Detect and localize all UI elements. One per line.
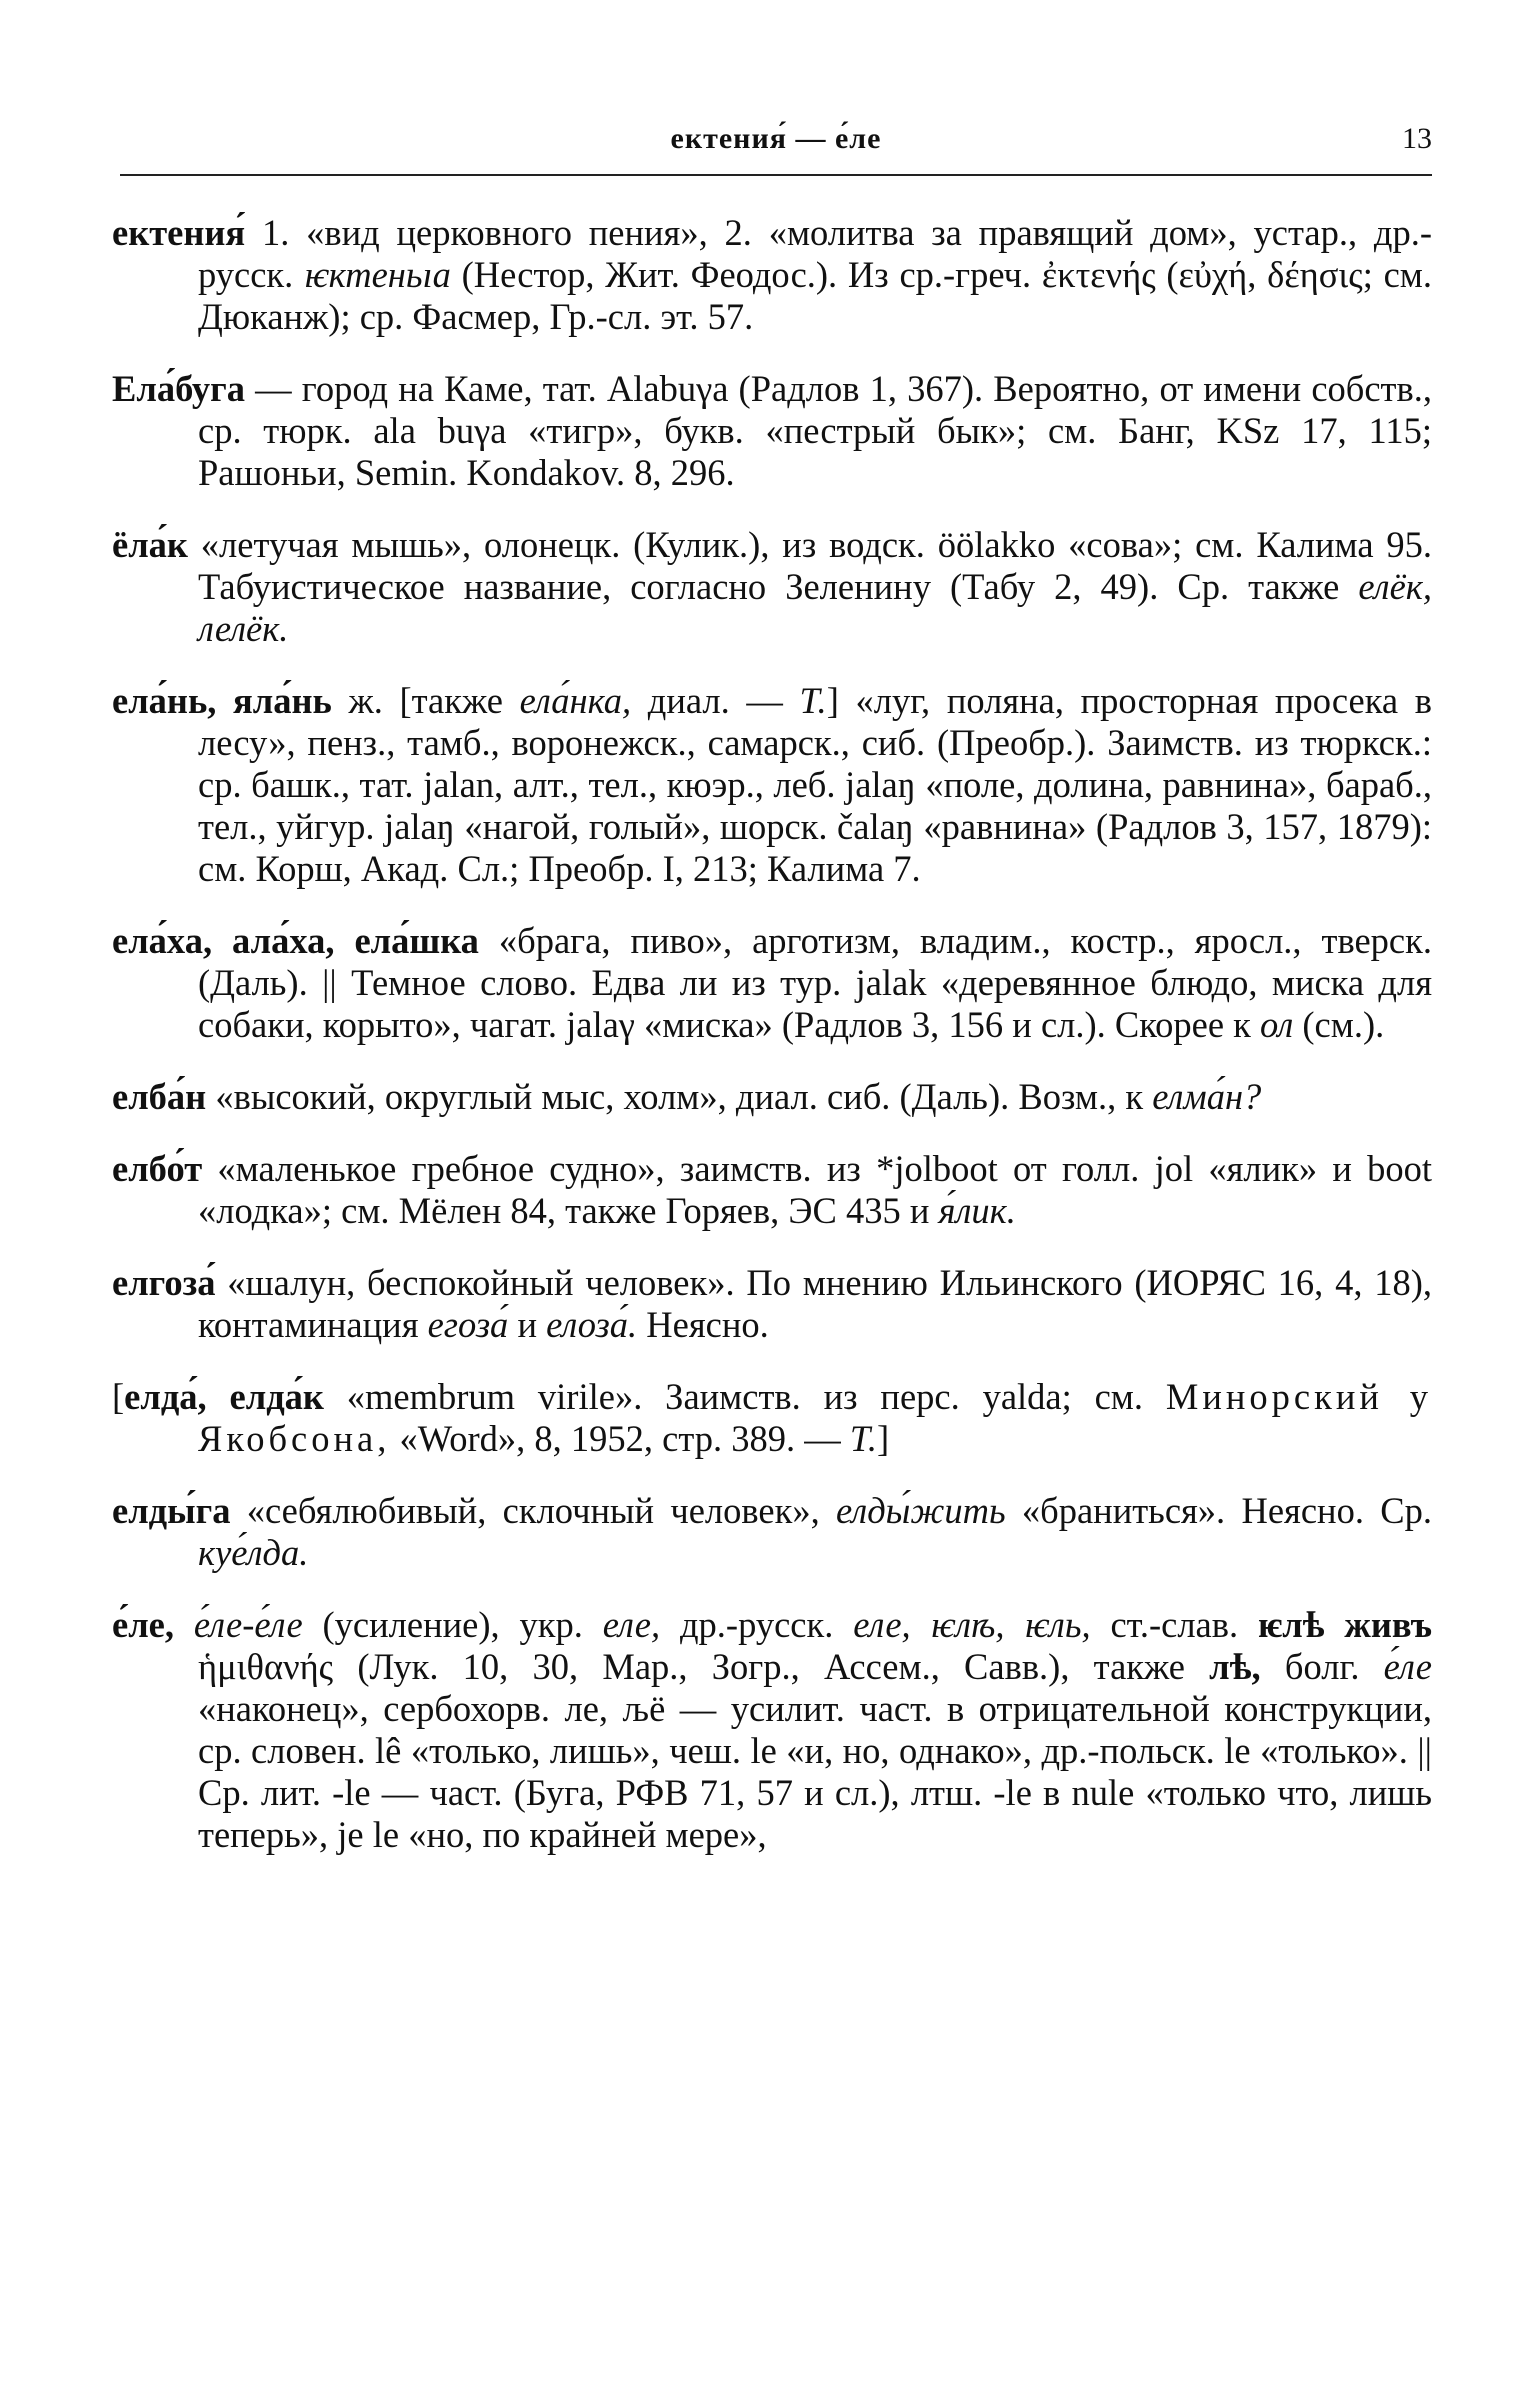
entry-elan (112, 680, 1432, 890)
entry-text: «Word», 8, 1952, стр. 389. — (390, 1418, 850, 1459)
page-number: 13 (1402, 122, 1432, 155)
entry-italic: куе́лда. (198, 1532, 309, 1573)
entry-eldyga (112, 1490, 1432, 1574)
entry-elgoza (112, 1262, 1432, 1346)
entry-bold: лѣ, (1209, 1646, 1261, 1687)
entry-text: «маленькое гребное судно», заимств. из *jolboot от голл. jol «ялик» и boot «лодка»; см. Мёлен 84, также Горяев, ЭС 435 и (198, 1148, 1432, 1231)
entry-text: ] «луг, поляна, просторная просека в лесу», пенз., тамб., воронежск., самарск., сиб. (Преобр.). Заимств. из тюркск.: ср. башк., тат. jalan, алт., тел., кюэр., леб. jalaŋ «поле, долина, равнина», бараб., тел., уйгур. jalaŋ «нагой, голый», шорск. čalaŋ «равнина» (Радлов 3, 157, 1879): см. Корш, Акад. Сл.; Преобр. I, 213; Калима 7. (198, 680, 1432, 889)
entry-text: «браниться». Неясно. Ср. (1005, 1490, 1432, 1531)
headword: елба́н (112, 1076, 207, 1117)
entry-text: болг. (1260, 1646, 1384, 1687)
entry-text: — город на Каме, тат. Alabuγa (Радлов 1, 367). Вероятно, от имени собств., ср. тюрк. ala buγa «тигр», букв. «пестрый бык»; см. Банг, KSz 17, 115; Рашоньи, Semin. Kondakov. 8, 296. (198, 368, 1432, 493)
entry-ele (112, 1604, 1432, 1856)
entry-spaced: Минорский у Якобсона, (198, 1376, 1432, 1459)
headword: Ела́буга (112, 368, 246, 409)
headword: е́ле, (112, 1604, 175, 1645)
entry-text: ст.-слав. (1090, 1604, 1258, 1645)
entry-italic: ѥктеньıа (304, 254, 451, 295)
headword: ектения́ (112, 212, 246, 253)
headword: ела́нь, яла́нь (112, 680, 332, 721)
entry-text: и (508, 1304, 547, 1345)
entry-text: ἡμιθανής (Лук. 10, 30, Мар., Зогр., Ассем., Савв.), также (198, 1646, 1210, 1687)
entry-yolak (112, 524, 1432, 650)
entry-text: (усиление), укр. (302, 1604, 603, 1645)
entry-text: «membrum virile». Заимств. из перс. yalda; см. (323, 1376, 1166, 1417)
entry-text: ж. [также (331, 680, 520, 721)
entry-italic: ела́нка, (519, 680, 632, 721)
entry-bold: ѥлѣ живъ (1257, 1604, 1432, 1645)
entry-text: «шалун, беспокойный человек». По мнению Ильинского (ИОРЯС 16, 4, 18), контаминация (198, 1262, 1432, 1345)
headword: елда́, елда́к (124, 1376, 324, 1417)
entry-text: «высокий, округлый мыс, холм», диал. сиб. (Даль). Возм., к (206, 1076, 1153, 1117)
entry-text: (см.). (1293, 1004, 1385, 1045)
entry-elbot (112, 1148, 1432, 1232)
entries-column (112, 212, 1432, 1886)
entry-elban (112, 1076, 1432, 1118)
entry-text: «наконец», сербохорв. ле, љё — усилит. част. в отрицательной конструкции, ср. словен. lê «только, лишь», чеш. le «и, но, однако», др.-польск. le «только». || Ср. лит. -le — част. (Буга, РФВ 71, 57 и сл.), лтш. -le в nule «только что, лишь теперь», je le «но, по крайней мере», (198, 1688, 1432, 1855)
headword: ёла́к (112, 524, 188, 565)
entry-italic: Т. (849, 1418, 878, 1459)
entry-text: диал. — (631, 680, 800, 721)
page-header (120, 118, 1432, 176)
entry-italic: елма́н? (1152, 1076, 1262, 1117)
entry-text: «летучая мышь», олонецк. (Кулик.), из водск. öölakko «сова»; см. Калима 95. Табуистическое название, согласно Зеленину (Табу 2, 49). Ср. также (187, 524, 1432, 607)
entry-italic: е́ле (1383, 1646, 1432, 1687)
entry-italic: егоза́ (427, 1304, 509, 1345)
headword: елбо́т (112, 1148, 203, 1189)
entry-italic: я́лик. (938, 1190, 1016, 1231)
entry-text: «себялюбивый, склочный человек», (230, 1490, 837, 1531)
entry-italic: еле, ѥлѣ, ѥль, (853, 1604, 1091, 1645)
entry-text: ] (877, 1418, 890, 1459)
entry-italic: елоза́. (546, 1304, 638, 1345)
entry-text: (Нестор, Жит. Феодос.). Из ср.-греч. ἐκτενής (εὐχή, δέησις; см. Дюканж); ср. Фасмер, Гр.-сл. эт. 57. (198, 254, 1432, 337)
headword: елды́га (112, 1490, 231, 1531)
entry-ektenia (112, 212, 1432, 338)
entry-italic: елды́жить (836, 1490, 1006, 1531)
entry-text: Неясно. (637, 1304, 769, 1345)
entry-text: «брага, пиво», арготизм, владим., костр., яросл., тверск. (Даль). || Темное слово. Едва ли из тур. jalak «деревянное блюдо, миска для собаки, корыто», чагат. jalaγ «миска» (Радлов 3, 156 и сл.). Скорее к (198, 920, 1432, 1045)
entry-italic: еле, (602, 1604, 661, 1645)
entry-elabuga (112, 368, 1432, 494)
entry-text: 1. «вид церковного пения», 2. «молитва за правящий дом», устар., др.-русск. (198, 212, 1432, 295)
headword: елгоза́ (112, 1262, 216, 1303)
entry-italic: е́ле-е́ле (193, 1604, 303, 1645)
entry-text: др.-русск. (660, 1604, 854, 1645)
entry-italic: Т. (799, 680, 827, 721)
headword: ела́ха, ала́ха, ела́шка (112, 920, 479, 961)
entry-elda (112, 1376, 1432, 1460)
entry-italic: ол (1260, 1004, 1294, 1045)
entry-text (174, 1604, 194, 1645)
running-head: ектения́ — е́ле (670, 122, 882, 155)
bracket-open: [ (112, 1376, 125, 1417)
entry-elakha (112, 920, 1432, 1046)
entry-italic: елёк, лелёк. (198, 566, 1432, 649)
